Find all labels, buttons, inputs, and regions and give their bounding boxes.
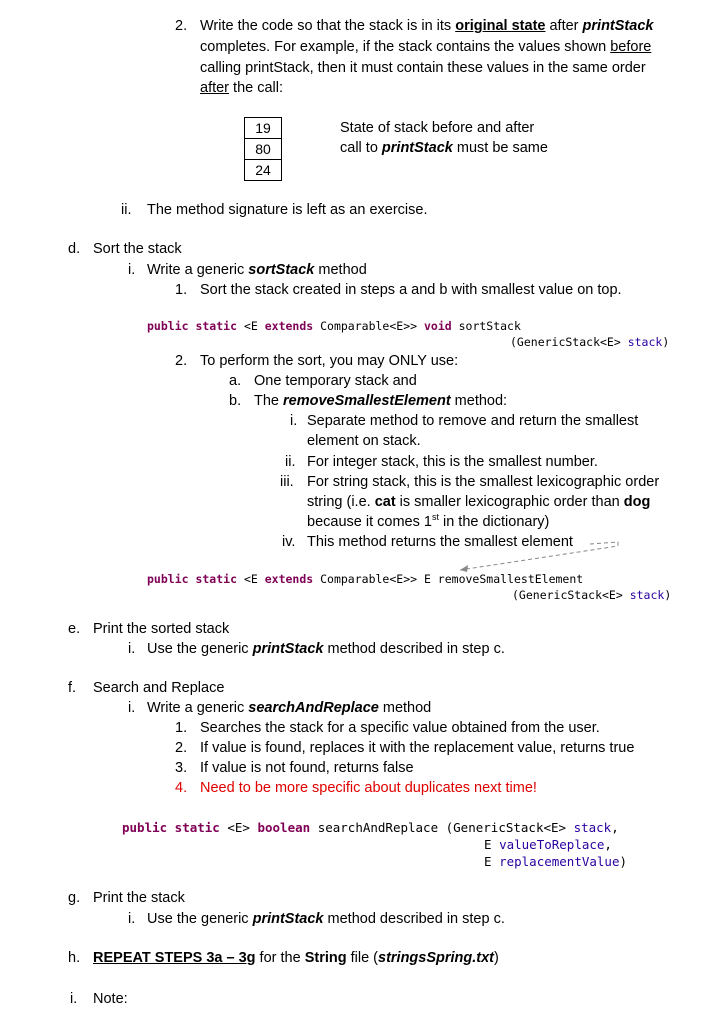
section-f-letter: f. — [68, 680, 77, 696]
f-step-1-number: 1. — [175, 720, 188, 736]
d-step-2-text: To perform the sort, you may ONLY use: — [200, 353, 459, 369]
section-h-text: REPEAT STEPS 3a – 3g for the String file (stringsSpring.txt) — [93, 950, 499, 966]
searchandreplace-signature-line-1: public static <E> boolean searchAndReplace (GenericStack<E> stack, — [122, 820, 619, 835]
stack-cell: 80 — [245, 139, 281, 160]
step-2-line-4: after the call: — [200, 80, 284, 96]
f-step-3-text: If value is not found, returns false — [200, 760, 414, 776]
section-g-title: Print the stack — [93, 890, 185, 906]
searchandreplace-signature-line-2: E valueToReplace, — [484, 837, 612, 852]
rse-iii-number: iii. — [280, 474, 294, 490]
step-2-line-2: completes. For example, if the stack contains the values shown before — [200, 39, 652, 55]
d-step-2-number: 2. — [175, 353, 188, 369]
f-step-4-number: 4. — [175, 780, 188, 796]
rse-iii-line-2: string (i.e. cat is smaller lexicographic order than dog — [307, 494, 651, 510]
section-g-letter: g. — [68, 890, 81, 906]
d-i-number: i. — [128, 262, 136, 278]
g-i-text: Use the generic printStack method described in step c. — [147, 911, 505, 927]
step-2-line-3: calling printStack, then it must contain these values in the same order — [200, 60, 646, 76]
d-a-letter: a. — [229, 373, 242, 389]
stack-cell: 24 — [255, 162, 271, 178]
rse-i-number: i. — [290, 413, 298, 429]
f-step-4-text: Need to be more specific about duplicates next time! — [200, 780, 537, 796]
item-ii-number: ii. — [121, 202, 132, 218]
section-e-title: Print the sorted stack — [93, 621, 230, 637]
d-step-1-text: Sort the stack created in steps a and b with smallest value on top. — [200, 282, 622, 298]
section-i-letter: i. — [70, 991, 78, 1007]
step-2-line-1: Write the code so that the stack is in its original state after printStack — [200, 18, 654, 34]
rse-iv-text: This method returns the smallest element — [307, 534, 573, 550]
f-step-2-number: 2. — [175, 740, 188, 756]
removesmallest-signature-line-2: (GenericStack<E> stack) — [512, 588, 672, 602]
g-i-number: i. — [128, 911, 136, 927]
section-d-letter: d. — [68, 241, 81, 257]
f-i-number: i. — [128, 700, 136, 716]
f-step-2-text: If value is found, replaces it with the replacement value, returns true — [200, 740, 635, 756]
section-i-note: Note: — [93, 991, 128, 1007]
searchandreplace-signature-line-3: E replacementValue) — [484, 854, 628, 869]
section-e-letter: e. — [68, 621, 81, 637]
rse-iii-line-3: because it comes 1st in the dictionary) — [307, 512, 550, 530]
stack-diagram — [244, 117, 282, 181]
removesmallest-signature-line-1: public static <E extends Comparable<E>> E removeSmallestElement — [147, 572, 584, 586]
sortstack-signature-line-1: public static <E extends Comparable<E>> void sortStack — [147, 319, 521, 333]
e-i-number: i. — [128, 641, 136, 657]
rse-ii-number: ii. — [285, 454, 296, 470]
f-step-3-number: 3. — [175, 760, 188, 776]
d-b-text: The removeSmallestElement method: — [254, 393, 508, 409]
d-step-1-number: 1. — [175, 282, 188, 298]
f-i-text: Write a generic searchAndReplace method — [147, 700, 432, 716]
d-b-letter: b. — [229, 393, 242, 409]
rse-iii-line-1: For string stack, this is the smallest lexicographic order — [307, 474, 660, 490]
sortstack-signature-line-2: (GenericStack<E> stack) — [510, 335, 670, 349]
section-f-title: Search and Replace — [93, 680, 225, 696]
stack-caption-line-2: call to printStack must be same — [340, 140, 548, 156]
d-a-text: One temporary stack and — [254, 373, 417, 389]
d-i-text: Write a generic sortStack method — [147, 262, 367, 278]
rse-ii-text: For integer stack, this is the smallest number. — [307, 454, 598, 470]
e-i-text: Use the generic printStack method described in step c. — [147, 641, 505, 657]
rse-i-line-2: element on stack. — [307, 433, 421, 449]
step-2-number: 2. — [175, 18, 188, 34]
section-d-title: Sort the stack — [93, 241, 182, 257]
stack-caption-line-1: State of stack before and after — [340, 120, 535, 136]
rse-iv-number: iv. — [282, 534, 296, 550]
f-step-1-text: Searches the stack for a specific value obtained from the user. — [200, 720, 600, 736]
item-ii-text: The method signature is left as an exercise. — [147, 202, 428, 218]
section-h-letter: h. — [68, 950, 81, 966]
rse-i-line-1: Separate method to remove and return the smallest — [307, 413, 639, 429]
stack-cell: 19 — [245, 118, 281, 139]
dashed-arrow-icon — [450, 534, 630, 574]
